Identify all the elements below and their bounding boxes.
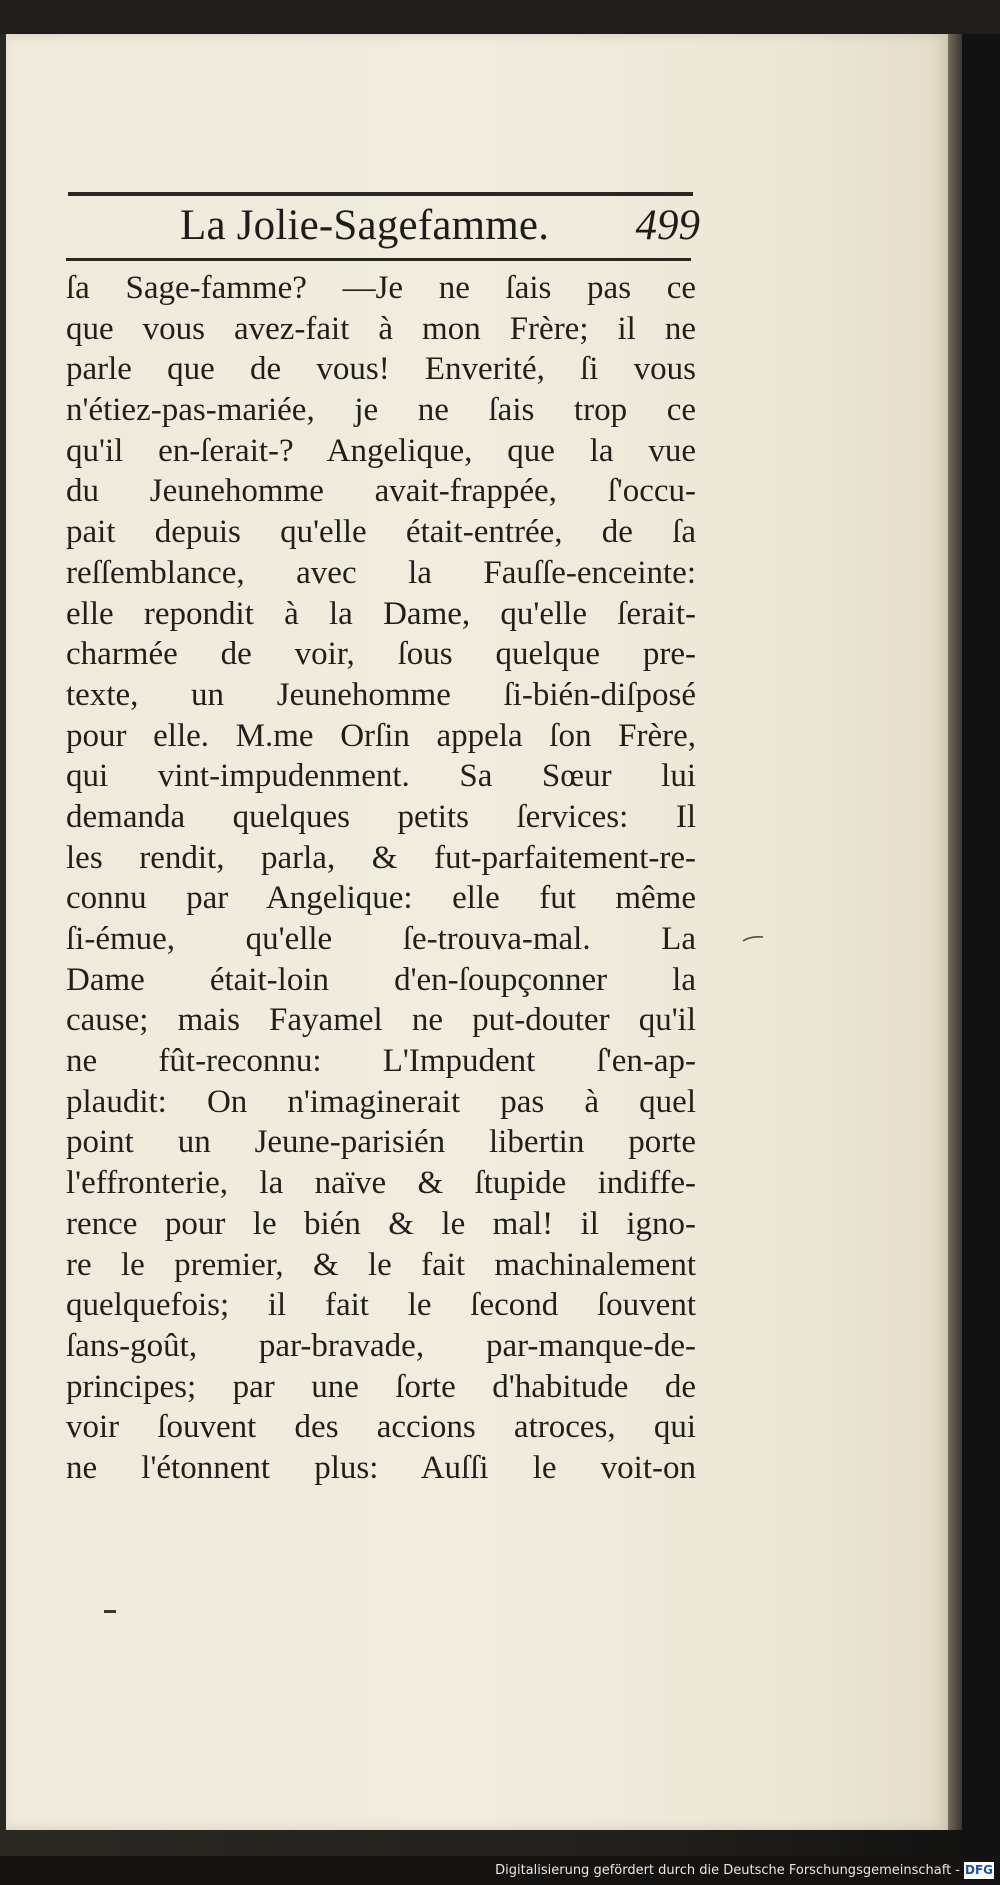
body-text xyxy=(66,268,696,1489)
text-line: n'étiez-pas-mariée, je ne ſais trop ce xyxy=(66,392,696,429)
text-line: demanda quelques petits ſervices: Il xyxy=(66,798,696,835)
text-line: voir ſouvent des accions atroces, qui xyxy=(66,1409,696,1446)
stray-dash-mark xyxy=(104,1610,116,1613)
pencil-mark xyxy=(742,935,764,943)
text-line: qu'il en-ſerait-? Angelique, que la vue xyxy=(66,432,696,469)
text-line: reſſemblance, avec la Fauſſe-enceinte: xyxy=(66,554,696,591)
text-line: parle que de vous! Enverité, ſi vous xyxy=(66,351,696,388)
text-line: charmée de voir, ſous quelque pre- xyxy=(66,636,696,673)
digitization-credit: Digitalisierung gefördert durch die Deutsche Forschungsgemeinschaft - xyxy=(495,1863,960,1878)
text-line: les rendit, parla, & fut-parfaitement-re- xyxy=(66,839,696,876)
text-line: du Jeunehomme avait-frappée, ſ'occu- xyxy=(66,473,696,510)
text-line: ſans-goût, par-bravade, par-manque-de- xyxy=(66,1327,696,1364)
text-line: re le premier, & le fait machinalement xyxy=(66,1246,696,1283)
text-line: principes; par une ſorte d'habitude de xyxy=(66,1368,696,1405)
text-line: plaudit: On n'imaginerait pas à quel xyxy=(66,1083,696,1120)
text-line: Dame était-loin d'en-ſoupçonner la xyxy=(66,961,696,998)
dfg-logo: DFG xyxy=(964,1863,993,1877)
text-line: ſi-émue, qu'elle ſe-trouva-mal. La xyxy=(66,921,696,957)
header-rule-bottom xyxy=(66,258,691,261)
text-line: ne fût-reconnu: L'Impudent ſ'en-ap- xyxy=(66,1043,696,1080)
header-rule-top xyxy=(68,192,693,196)
text-line: elle repondit à la Dame, qu'elle ſerait- xyxy=(66,595,696,632)
text-line: que vous avez-fait à mon Frère; il ne xyxy=(66,310,696,347)
text-line: l'effronterie, la naïve & ſtupide indiffe- xyxy=(66,1165,696,1202)
text-line: point un Jeune-parisién libertin porte xyxy=(66,1124,696,1161)
text-line: qui vint-impudenment. Sa Sœur lui xyxy=(66,758,696,795)
text-line: texte, un Jeunehomme ſi-bién-diſposé xyxy=(66,676,696,713)
text-line: quelquefois; il fait le ſecond ſouvent xyxy=(66,1287,696,1324)
text-line: ne l'étonnent plus: Auſſi le voit-on xyxy=(66,1449,696,1486)
text-line: connu par Angelique: elle fut même xyxy=(66,880,696,917)
page-number: 499 xyxy=(635,202,700,249)
text-line: cause; mais Fayamel ne put-douter qu'il xyxy=(66,1002,696,1039)
text-line: pait depuis qu'elle était-entrée, de ſa xyxy=(66,514,696,551)
text-line: pour elle. M.me Orſin appela ſon Frère, xyxy=(66,717,696,754)
running-title: La Jolie-Sagefamme. xyxy=(180,202,550,249)
scan-top-band xyxy=(0,0,1000,34)
text-line: rence pour le bién & le mal! il igno- xyxy=(66,1205,696,1242)
text-line: ſa Sage-famme? —Je ne ſais pas ce xyxy=(66,270,696,306)
